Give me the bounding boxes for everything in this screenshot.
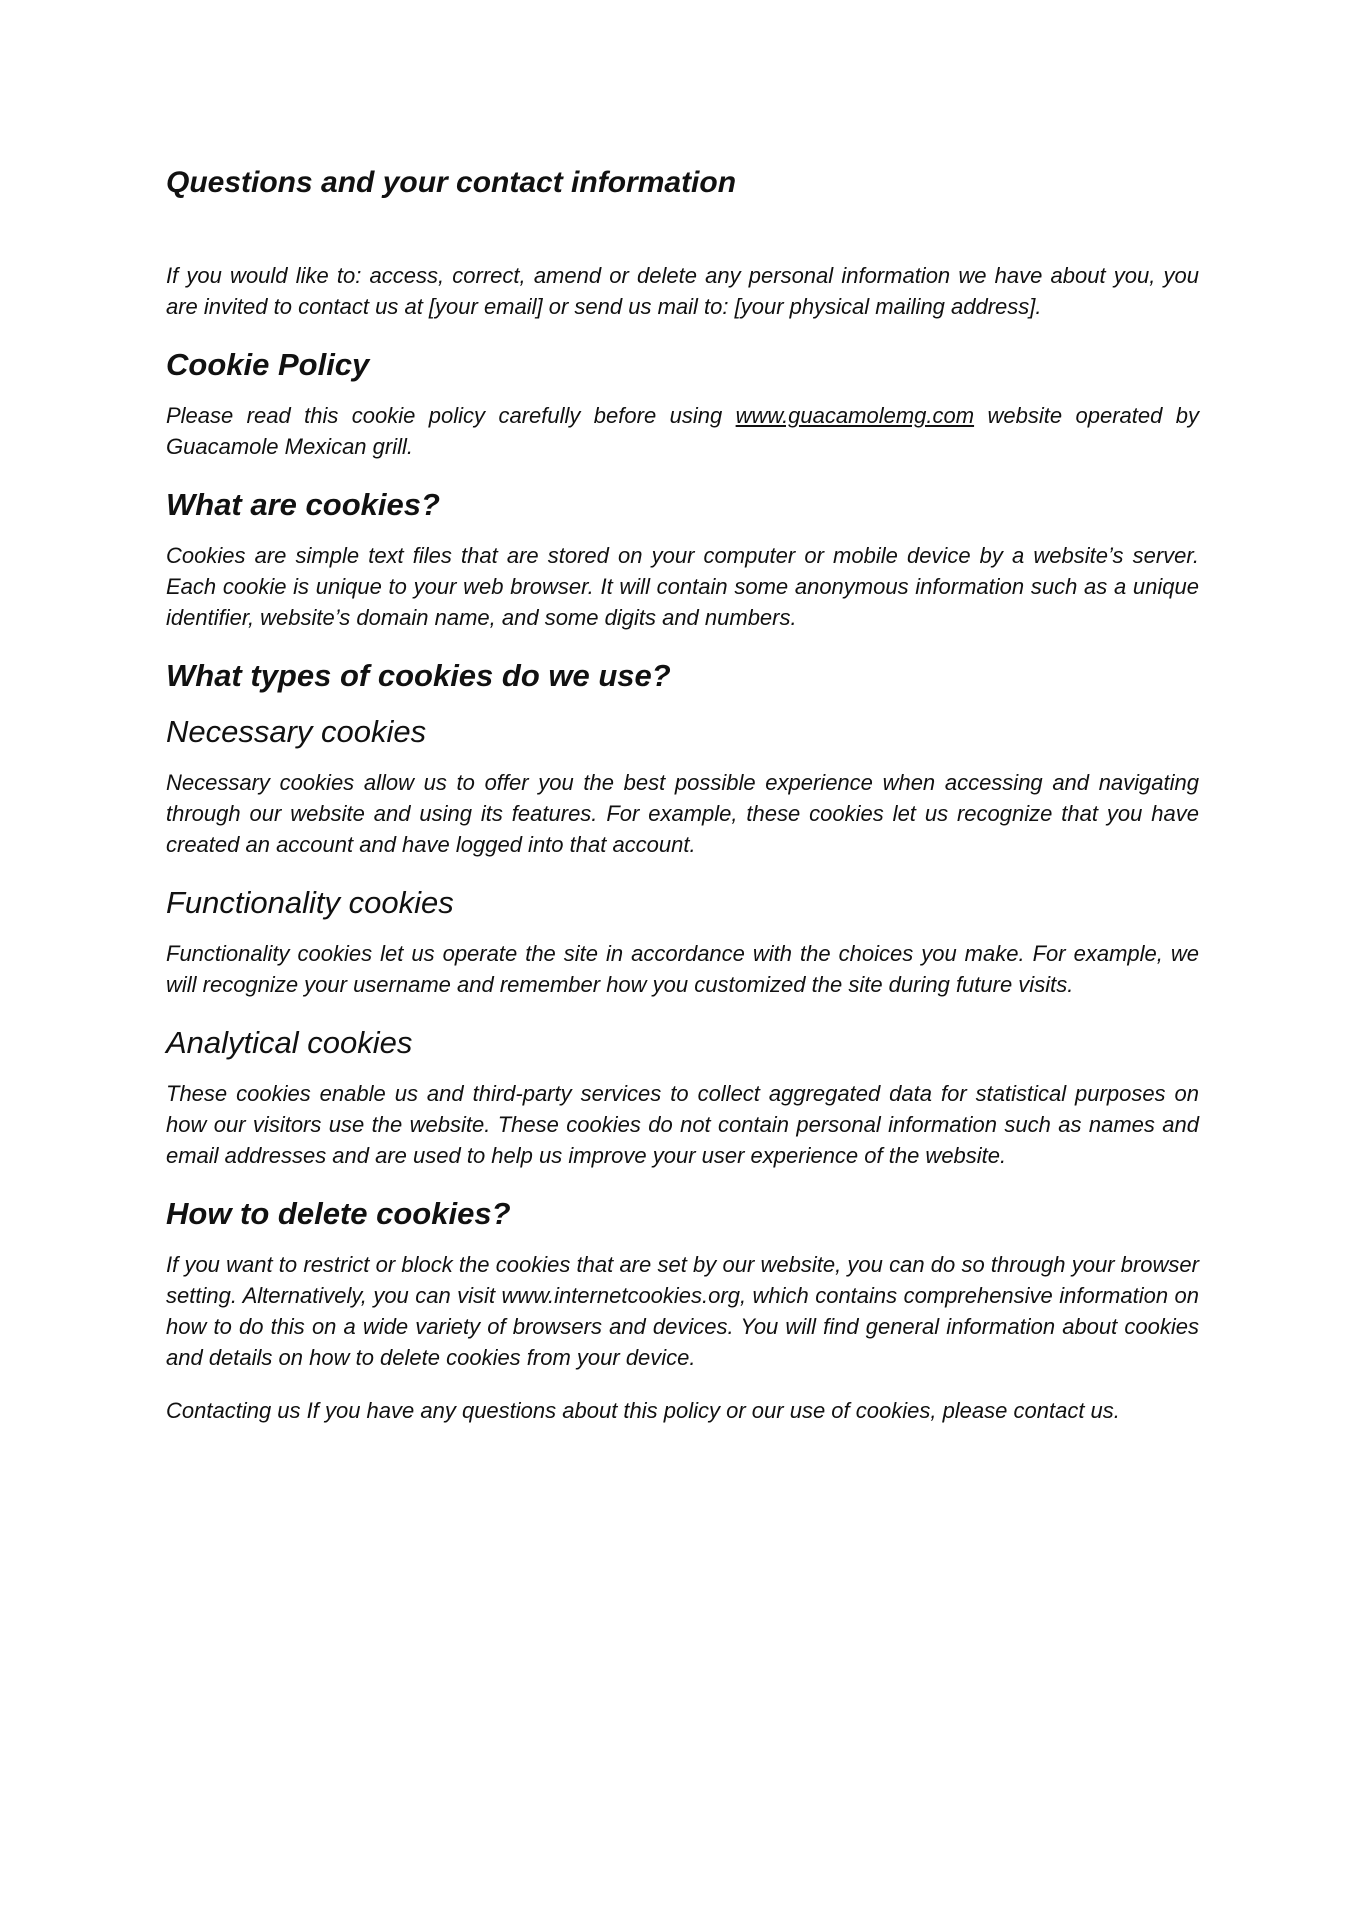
- contact-paragraph: Contacting us If you have any questions about this policy or our use of cookies, please contact us.: [166, 1398, 1120, 1423]
- cookie-types-heading: What types of cookies do we use?: [166, 658, 671, 693]
- questions-paragraph: If you would like to: access, correct, amend or delete any personal information we have about you, you are invited to contact us at [your email] or send us mail to: [your physical mailing address].: [166, 263, 1199, 319]
- what-are-cookies-heading: What are cookies?: [166, 487, 440, 522]
- necessary-cookies-paragraph: Necessary cookies allow us to offer you the best possible experience when accessing and navigating through our website and using its features. For example, these cookies let us recognize that you have created an account and have logged into that account.: [166, 770, 1199, 857]
- delete-cookies-heading: How to delete cookies?: [166, 1196, 511, 1231]
- website-link[interactable]: www.guacamolemg.com: [735, 403, 975, 428]
- document-content: [166, 163, 1199, 1426]
- cookie-policy-paragraph: [166, 400, 1199, 462]
- cookie-policy-text-end: website operated by Guacamole Mexican grill.: [166, 403, 1199, 459]
- functionality-cookies-paragraph: Functionality cookies let us operate the site in accordance with the choices you make. For example, we will recognize your username and remember how you customized the site during future visits.: [166, 941, 1199, 997]
- delete-cookies-paragraph: If you want to restrict or block the cookies that are set by our website, you can do so through your browser setting. Alternatively, you can visit www.internetcookies.org, which contains comprehensive information on how to do this on a wide variety of browsers and devices. You will find general information about cookies and details on how to delete cookies from your device.: [166, 1252, 1199, 1370]
- functionality-cookies-heading: Functionality cookies: [166, 885, 454, 920]
- analytical-cookies-paragraph: These cookies enable us and third-party services to collect aggregated data for statistical purposes on how our visitors use the website. These cookies do not contain personal information such as names and email addresses and are used to help us improve your user experience of the website.: [166, 1081, 1199, 1168]
- cookie-policy-text-start: Please read this cookie policy carefully before using: [166, 403, 736, 428]
- what-are-cookies-paragraph: Cookies are simple text files that are stored on your computer or mobile device by a website’s server. Each cookie is unique to your web browser. It will contain some anonymous information such as a unique identifier, website’s domain name, and some digits and numbers.: [166, 543, 1199, 630]
- analytical-cookies-heading: Analytical cookies: [166, 1025, 413, 1060]
- questions-heading: Questions and your contact information: [166, 166, 737, 199]
- necessary-cookies-heading: Necessary cookies: [166, 714, 427, 749]
- cookie-policy-heading: Cookie Policy: [166, 347, 370, 382]
